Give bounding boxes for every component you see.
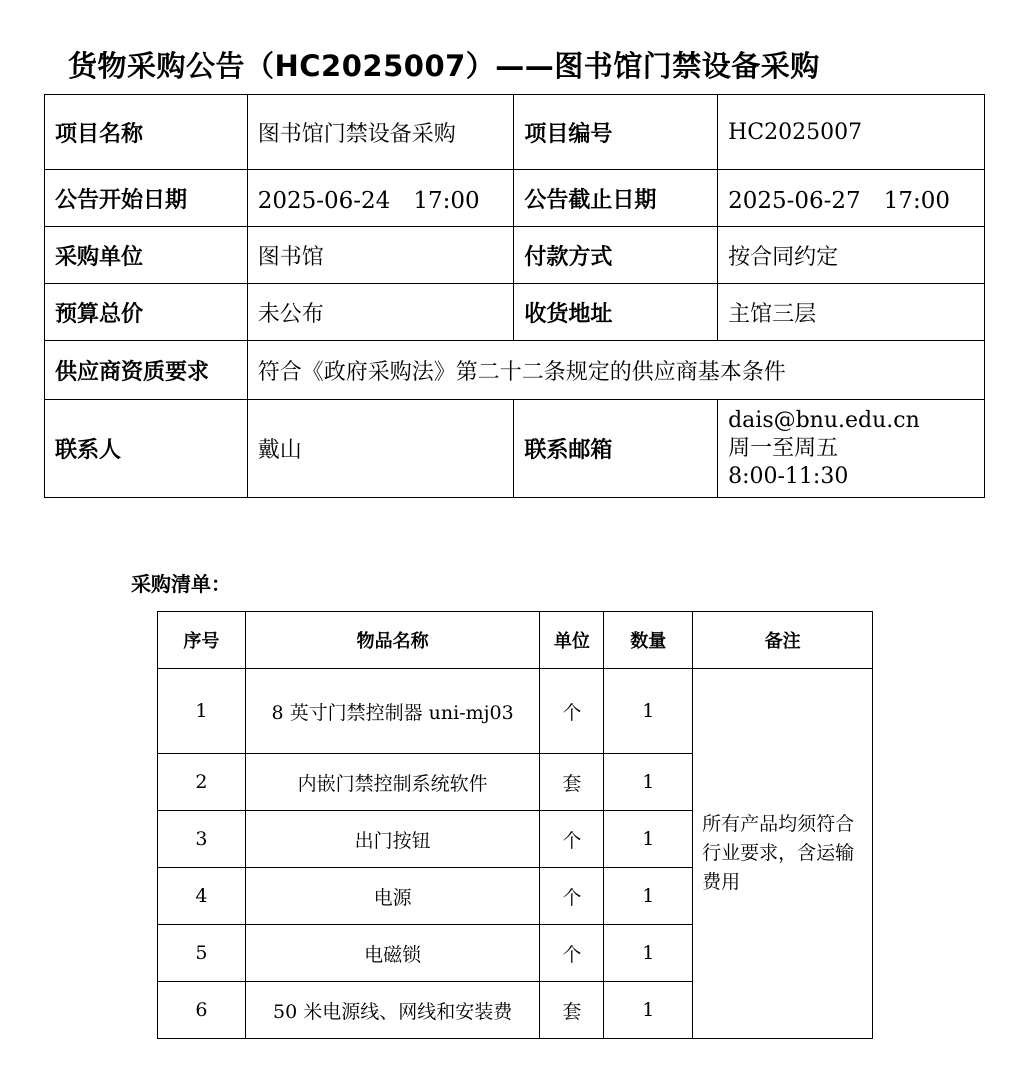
row-qty: 1 xyxy=(604,925,693,982)
row-unit: 个 xyxy=(540,868,604,925)
info-row-contact xyxy=(45,400,985,498)
info-row-dates xyxy=(45,170,985,227)
row-no: 1 xyxy=(158,669,246,754)
qualification-label: 供应商资质要求 xyxy=(45,341,248,400)
info-row-budget xyxy=(45,284,985,341)
row-qty: 1 xyxy=(604,754,693,811)
email-value: dais@bnu.edu.cn xyxy=(728,407,920,433)
purchase-items-table xyxy=(157,611,873,1039)
buyer-label: 采购单位 xyxy=(45,227,248,284)
row-no: 4 xyxy=(158,868,246,925)
row-qty: 1 xyxy=(604,982,693,1039)
payment-value: 按合同约定 xyxy=(718,227,985,284)
end-date-label: 公告截止日期 xyxy=(514,170,718,227)
table-row xyxy=(158,669,873,754)
row-qty: 1 xyxy=(604,868,693,925)
contact-value: 戴山 xyxy=(247,400,514,498)
info-row-buyer xyxy=(45,227,985,284)
end-date-value: 2025-06-27 17:00 xyxy=(718,170,985,227)
items-header-row xyxy=(158,612,873,669)
row-unit: 套 xyxy=(540,754,604,811)
hours-time: 8:00-11:30 xyxy=(728,463,849,489)
row-name: 50 米电源线、网线和安装费 xyxy=(245,982,540,1039)
row-unit: 套 xyxy=(540,982,604,1039)
hours-days: 周一至周五 xyxy=(728,435,839,461)
address-value: 主馆三层 xyxy=(718,284,985,341)
buyer-value: 图书馆 xyxy=(247,227,514,284)
announcement-info-table xyxy=(44,94,985,498)
list-title: 采购清单： xyxy=(131,572,231,596)
row-name: 电磁锁 xyxy=(245,925,540,982)
project-name-value: 图书馆门禁设备采购 xyxy=(247,95,514,170)
info-row-qualification xyxy=(45,341,985,400)
row-no: 2 xyxy=(158,754,246,811)
start-date-value: 2025-06-24 17:00 xyxy=(247,170,514,227)
row-qty: 1 xyxy=(604,811,693,868)
info-row-project xyxy=(45,95,985,170)
project-name-label: 项目名称 xyxy=(45,95,248,170)
contact-label: 联系人 xyxy=(45,400,248,498)
budget-value: 未公布 xyxy=(247,284,514,341)
email-label: 联系邮箱 xyxy=(514,400,718,498)
page-title: 货物采购公告（HC2025007）——图书馆门禁设备采购 xyxy=(68,49,820,83)
row-no: 3 xyxy=(158,811,246,868)
header-no: 序号 xyxy=(158,612,246,669)
row-unit: 个 xyxy=(540,925,604,982)
project-no-label: 项目编号 xyxy=(514,95,718,170)
row-no: 6 xyxy=(158,982,246,1039)
header-note: 备注 xyxy=(693,612,873,669)
email-cell xyxy=(718,400,985,498)
header-qty: 数量 xyxy=(604,612,693,669)
header-name: 物品名称 xyxy=(245,612,540,669)
budget-label: 预算总价 xyxy=(45,284,248,341)
row-name: 出门按钮 xyxy=(245,811,540,868)
project-no-value: HC2025007 xyxy=(718,95,985,170)
header-unit: 单位 xyxy=(540,612,604,669)
row-unit: 个 xyxy=(540,811,604,868)
start-date-label: 公告开始日期 xyxy=(45,170,248,227)
row-no: 5 xyxy=(158,925,246,982)
address-label: 收货地址 xyxy=(514,284,718,341)
row-name: 8 英寸门禁控制器 uni-mj03 xyxy=(245,669,540,754)
row-qty: 1 xyxy=(604,669,693,754)
payment-label: 付款方式 xyxy=(514,227,718,284)
items-note: 所有产品均须符合行业要求，含运输费用 xyxy=(693,669,873,1039)
qualification-value: 符合《政府采购法》第二十二条规定的供应商基本条件 xyxy=(247,341,984,400)
row-name: 电源 xyxy=(245,868,540,925)
row-name: 内嵌门禁控制系统软件 xyxy=(245,754,540,811)
row-unit: 个 xyxy=(540,669,604,754)
